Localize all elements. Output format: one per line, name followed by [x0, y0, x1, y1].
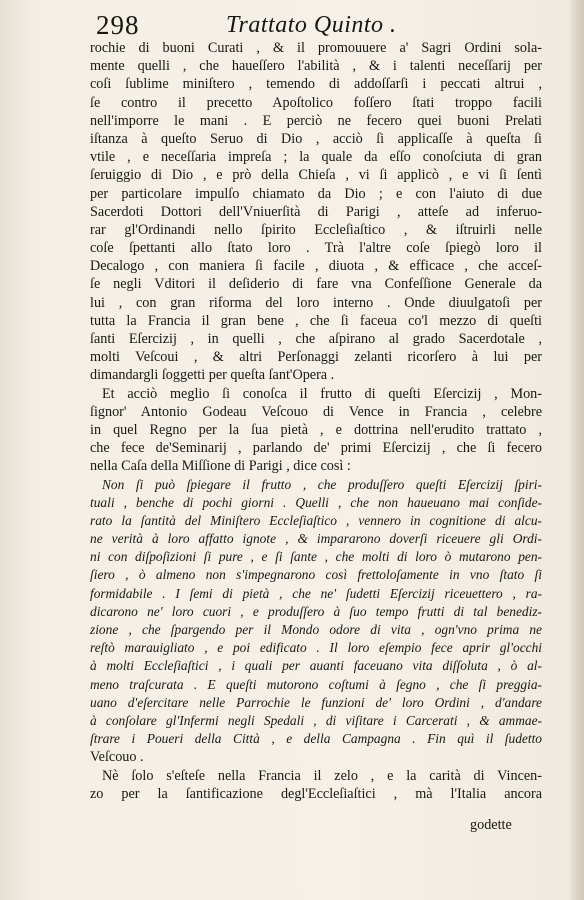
text-line: coſe ſpettanti allo ſtato loro . Trà l'altre coſe ſpiegò loro il [90, 240, 542, 257]
quote-line: ne verità à loro affatto ignote , & impararono doverſi riceuere gli Ordi- [90, 531, 542, 547]
quote-line: à molti Eccleſiaſtici , i quali per auanti faceuano vita diſſoluta , ò al- [90, 658, 542, 674]
catchword: godette [470, 817, 512, 833]
text-line: per particolare impulſo chiamato da Dio ; e con l'aiuto di due [90, 185, 542, 202]
page-number: 298 [96, 10, 140, 40]
text-line: che fece de'Seminarij , parlando de' primi Eſercizij , che ſi fecero [90, 440, 542, 457]
text-line: Sacerdoti Dottori dell'Vniuerſità di Parigi , atteſe ad inferuo- [90, 203, 542, 220]
text-line: rar gl'Ordinandi nello ſpirito Eccleſiaſtico , & iſtruirli nelle [90, 221, 542, 238]
quote-line: dicarono ne' loro cuori , e produſſero à ſuo tempo frutti di tal benediz- [90, 603, 542, 619]
running-title: Trattato Quinto . [226, 12, 397, 38]
text-line: Nè ſolo s'eſteſe nella Francia il zelo , e la carità di Vincen- [102, 767, 542, 784]
text-line: tutta la Francia il gran bene , che ſi faceua co'l mezzo di queſti [90, 312, 542, 329]
text-line: ſignor' Antonio Godeau Veſcouo di Vence in Francia , celebre [90, 403, 542, 420]
quote-line: ſiero , ò almeno non s'impegnarono così frettoloſamente in vno ſtato ſi [90, 567, 542, 583]
text-line: in quel Regno per la ſua pietà , e dottrina nell'erudito trattato , [90, 421, 542, 438]
text-line: zo per la ſantificazione degl'Eccleſiaſtici , mà l'Italia ancora [90, 785, 542, 802]
quote-line: ni con diſpoſizioni ſi pure , e ſi ſante , che molti di loro ò mutarono pen- [90, 549, 542, 565]
quote-line: uano d'eſercitare nelle Parrochie le funzioni de' loro Ordini , d'andare [90, 694, 542, 710]
text-line: vtile , e neceſſaria impreſa ; la quale da eſſo conoſciuta di gran [90, 149, 542, 166]
text-line: Decalogo , con maniera ſi facile , diuota , & efficace , che acceſ- [90, 258, 542, 275]
quote-line: formidabile . I ſemi di pietà , che ne' ſudetti Eſercizij riceuettero , ra- [90, 585, 542, 601]
quote-line: rato la ſantità del Miniſtero Eccleſiaſtico , vennero in cognitione di alcu- [90, 512, 542, 528]
text-line: mente quelli , che haueſſero l'abilità , & i talenti neceſſarij per [90, 58, 542, 75]
text-line: molti Veſcoui , & altri Perſonaggi zelanti ricorſero à lui per [90, 349, 542, 366]
text-line: nell'imporre le mani . E perciò ne fecero quei buoni Prelati [90, 112, 542, 129]
quote-line: reſtò marauigliato , e poi edificato . Il loro eſempio fece aprir gl'occhi [90, 640, 542, 656]
text-line: Et acciò meglio ſi conoſca il frutto di queſti Eſercizij , Mon- [102, 385, 542, 402]
text-line: nella Caſa della Miſſione di Parigi , dice così : [90, 458, 351, 475]
paragraph-3 [90, 767, 542, 803]
text-body [90, 39, 542, 803]
text-line: ſanti Eſercizij , in quelli , che aſpirano al grado Sacerdotale , [90, 331, 542, 347]
quotation [90, 476, 542, 767]
quote-line: tuali , benche di pochi giorni . Quelli , che non haueuano mai conſide- [90, 494, 542, 510]
quote-line: Veſcouo . [90, 749, 144, 766]
text-line: ſeruiggio di Dio , e prò della Chieſa , vi ſi applicò , e vi ſi ſentì [90, 167, 542, 184]
quote-line: à conſolare gl'Infermi negli Spedali , di viſitare i Carcerati , & ammae- [90, 712, 542, 728]
quote-line: zione , che ſpargendo per il Mondo odore di vita , ogn'vno prima ne [90, 622, 542, 637]
quote-line: Non ſi può ſpiegare il frutto , che produſſero queſti Eſercizij ſpiri- [102, 476, 542, 492]
quote-line: ſtrare i Poueri della Città , e della Campagna . Fin quì il ſudetto [90, 731, 542, 747]
page-edge [570, 0, 584, 900]
text-line: ſe negli Vditori il deſiderio di fare vna Confeſſione Generale da [90, 276, 542, 293]
quote-line: meno traſcurata . E queſti mutorono coſtumi à ſegno , che ſi preggia- [90, 676, 542, 692]
text-line: rochie di buoni Curati , & il promouuere a' Sagri Ordini sola- [90, 40, 542, 56]
paragraph-1 [90, 39, 542, 385]
text-line: coſi ſublime miniſtero , temendo di addoſſarſi i peccati altrui , [90, 76, 542, 93]
paragraph-2 [90, 385, 542, 476]
text-line: dimandargli ſoggetti per queſta ſant'Opera . [90, 367, 335, 384]
text-line: lui , con gran riforma del loro interno . Onde diuulgatoſi per [90, 294, 542, 311]
text-line: iſtanza à queſto Seruo di Dio , acciò ſi applicaſſe à queſta ſi [90, 130, 542, 147]
page-header [96, 10, 536, 42]
text-line: ſe contro il precetto Apoſtolico foſſero ſtati troppo facili [90, 94, 542, 111]
